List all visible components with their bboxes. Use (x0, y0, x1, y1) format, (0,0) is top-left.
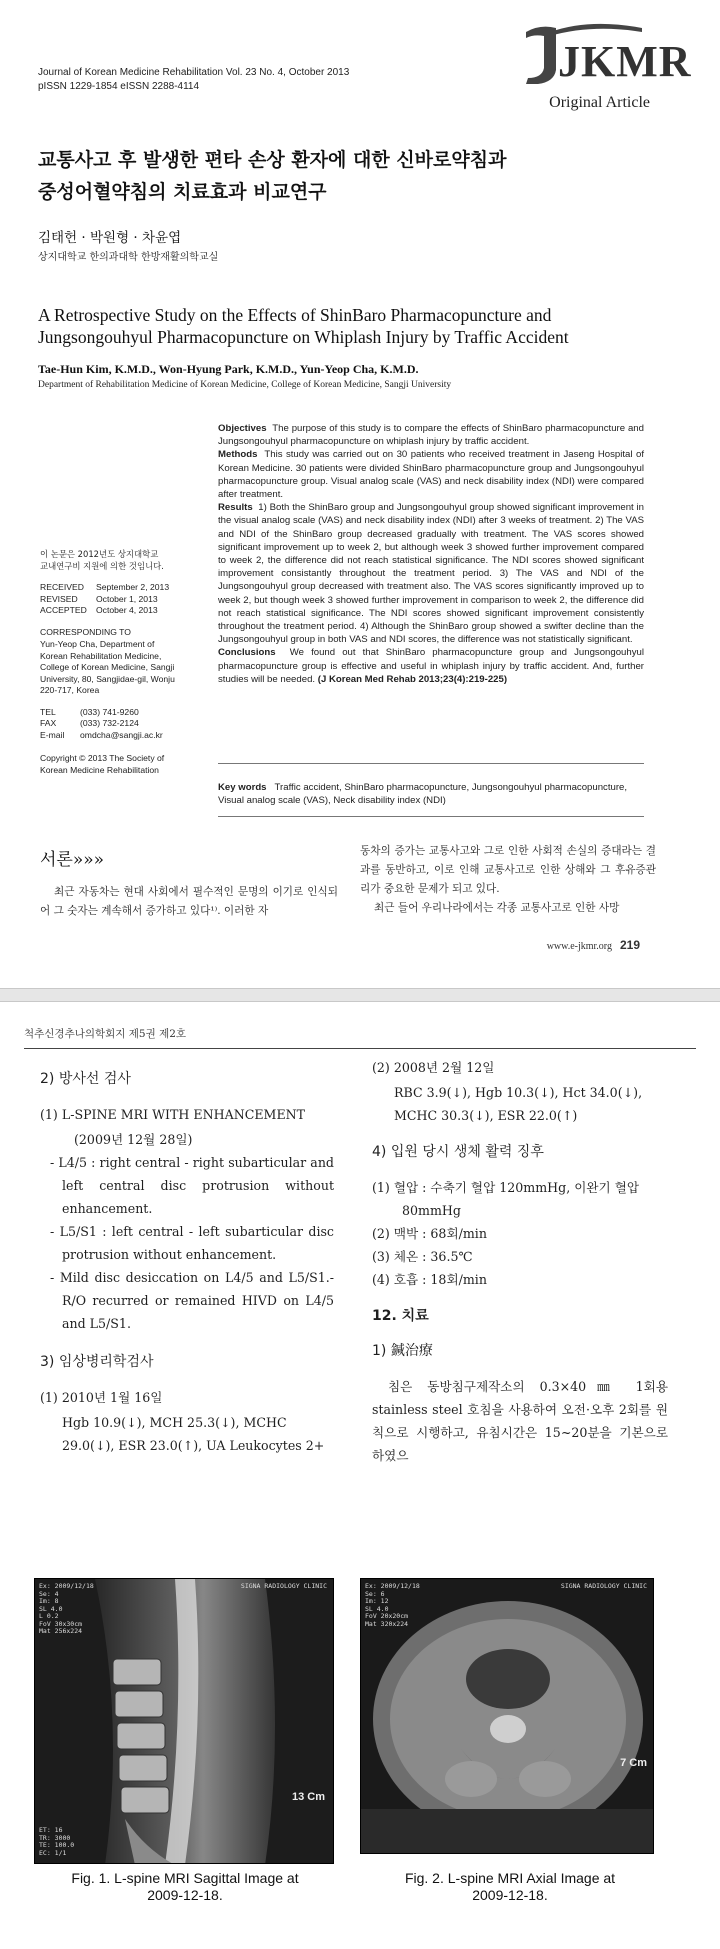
keywords-divider-bottom (218, 816, 644, 817)
mri-finding: - L4/5 : right central - right subarticular and left central disc protrusion without enhancement. (50, 1155, 334, 1216)
email-label: E-mail (40, 729, 65, 740)
lab-date: (2) 2008년 2월 12일 (372, 1060, 495, 1075)
accepted-value: October 4, 2013 (96, 605, 158, 615)
page-separator (0, 988, 720, 1002)
mri-overlay-text: SIGNA RADIOLOGY CLINIC (560, 1582, 647, 1590)
methods-label: Methods (218, 449, 258, 461)
copyright (40, 753, 210, 776)
vitals-heading: 4) 입원 당시 생체 활력 징후 (372, 1144, 544, 1160)
conclusions-text: We found out that ShinBaro pharmacopuncture group and Jungsongouhyul pharmacopuncture group is effective and useful in whiplash injury by traffic accident. And, further studies will be needed. (218, 647, 644, 685)
intro-left-column: 최근 자동차는 현대 사회에서 필수적인 문명의 이기로 인식되어 그 숫자는 계속해서 증가하고 있다¹⁾. 이러한 자 (40, 886, 338, 917)
intro-right-column (360, 842, 656, 918)
title-korean-line-2: 중성어혈약침의 치료효과 비교연구 (38, 181, 327, 203)
caption-line: 2009-12-18. (147, 1887, 223, 1903)
journal-header (38, 66, 349, 94)
keywords-text: Traffic accident, ShinBaro pharmacopuncture, Jungsongouhyul pharmacopuncture, Visual analog scale (VAS), Neck disability index (NDI) (218, 782, 628, 807)
corr-line: College of Korean Medicine, Sangji (40, 662, 175, 672)
mri-finding: - Mild disc desiccation on L4/5 and L5/S1.- R/O recurred or remained HIVD on L4/5 and L5/S1. (50, 1270, 334, 1331)
fax-row (40, 718, 210, 730)
corr-line: 220-717, Korea (40, 685, 100, 695)
mri-axial-image (360, 1578, 654, 1854)
article-dates (40, 582, 210, 617)
mri-sagittal-image (34, 1578, 334, 1864)
page-footer (547, 938, 640, 952)
corr-line: University, 80, Sangjidae-gil, Wonju (40, 673, 175, 684)
objectives-label: Objectives (218, 423, 267, 434)
page-number: 219 (619, 938, 640, 952)
abstract-methods (218, 448, 644, 501)
title-english-line-1: A Retrospective Study on the Effects of ShinBaro Pharmacopuncture and (38, 305, 552, 325)
title-english-line-2: Jungsongouhyul Pharmacopuncture on Whiplash Injury by Traffic Accident (38, 327, 569, 347)
abstract-objectives (218, 422, 644, 448)
journal-citation-line: Journal of Korean Medicine Rehabilitation Vol. 23 No. 4, October 2013 (38, 67, 350, 78)
revised-value: October 1, 2013 (96, 593, 158, 604)
mri-overlay-text: ET: 16 TR: 3000 TE: 100.0 EC: 1/1 (39, 1826, 75, 1857)
intro-paragraph: 최근 들어 우리나라에서는 각종 교통사고로 인한 사망 (374, 902, 620, 914)
objectives-text: The purpose of this study is to compare the effects of ShinBaro pharmacopuncture and Jungsongouhyul pharmacopuncture on whiplash injury by traffic accident. (218, 423, 644, 448)
corresponding-label: CORRESPONDING TO (40, 626, 131, 637)
abstract-results (218, 501, 644, 646)
fax-value: (033) 732-2124 (80, 718, 139, 728)
title-korean (38, 144, 658, 208)
mri-overlay-text: SIGNA RADIOLOGY CLINIC (240, 1582, 327, 1590)
accepted-date (40, 605, 210, 617)
results-text: 1) Both the ShinBaro group and Jungsongouhyul group showed significant improvement in the visual analog scale (VAS) and neck disability index (NDI) after 3 weeks of treatment. 2) The VAS and NDI of the ShinBaro group decreased gradually with treatment. The VAS scores showed significant improvement up to week 2, but although week 3 showed further improvement compared to week 2, the difference did not reach statistical significance. The NDI scores showed significant improvement consistantly throughout the treatment period. 3) The VAS and NDI of the Jungsongouhyul group decreased with treatment also. The VAS scores significantly improved up to week 2, but though week 3 showed further improvement in comparison to week 2, the difference did not reach statistical significance. The NDI scores showed significant improvement consistently throughout the treatment period. 4) Although the ShinBaro group showed a swifter decline than the Jungsongouhyul group in both VAS and NDI scores, the difference was not statistically significant. (218, 502, 644, 646)
intro-paragraph: 동차의 증가는 교통사고와 그로 인한 사회적 손실의 증대라는 결과를 동반하고, 이로 인해 교통사고로 인한 상해와 그 후유증관리가 중요한 문제가 되고 있다. (360, 845, 656, 895)
fax-label: FAX (40, 718, 57, 728)
mri-overlay-text: Ex: 2009/12/18 Se: 4 Im: 8 SL 4.0 L 0.2 FoV 30x30cm Mat 256x224 (39, 1582, 94, 1635)
funding-line-1: 이 논문은 2012년도 상지대학교 (40, 549, 159, 559)
vital-sign: (4) 호흡 : 18회/min (372, 1272, 487, 1287)
figure-2 (360, 1578, 654, 1854)
keywords-label: Key words (218, 782, 267, 793)
results-label: Results (218, 502, 253, 514)
journal-issn-line: pISSN 1229-1854 eISSN 2288-4114 (38, 81, 200, 92)
mri-overlay-text: Ex: 2009/12/18 Se: 6 Im: 12 SL 4.0 FoV 20x20cm Mat 320x224 (365, 1582, 420, 1628)
article-type: Original Article (549, 94, 650, 111)
caption-line: Fig. 1. L-spine MRI Sagittal Image at (71, 1870, 299, 1886)
received-value: September 2, 2013 (96, 582, 170, 592)
caption-line: 2009-12-18. (472, 1887, 548, 1903)
email-row (40, 730, 210, 742)
funding-note (40, 548, 210, 572)
keywords-divider-top (218, 763, 644, 764)
mri-scale-label: 13 Cm (291, 1791, 325, 1803)
revised-label: REVISED (40, 593, 78, 604)
tel-value: (033) 741-9260 (80, 706, 139, 717)
affiliation-english: Department of Rehabilitation Medicine of Korean Medicine, College of Korean Medicine, Sangji University (38, 380, 452, 390)
page-2-running-header: 척추신경추나의학회지 제5권 제2호 (24, 1028, 187, 1040)
journal-url[interactable]: www.e-jkmr.org (546, 941, 612, 952)
lab-values: RBC 3.9(↓), Hgb 10.3(↓), Hct 34.0(↓), MCHC 30.3(↓), ESR 22.0(↑) (394, 1085, 643, 1123)
abstract (218, 422, 644, 686)
tel-label: TEL (40, 706, 56, 717)
email-link[interactable]: omdcha@sangji.ac.kr (80, 729, 163, 740)
corresponding-author (40, 627, 210, 697)
vital-sign: (2) 맥박 : 68회/min (372, 1226, 487, 1241)
received-date (40, 582, 210, 594)
figure-1-caption (40, 1870, 330, 1904)
accepted-label: ACCEPTED (40, 605, 87, 615)
intro-heading: 서론»»» (40, 850, 105, 870)
corr-line: Yun-Yeop Cha, Department of (40, 639, 155, 649)
mri-scale-label: 7 Cm (620, 1757, 647, 1769)
keywords (218, 781, 644, 807)
figure-1 (34, 1578, 334, 1864)
abstract-conclusions (218, 646, 644, 686)
page-2-right-column (372, 1056, 668, 1467)
vital-sign: (3) 체온 : 36.5℃ (372, 1249, 473, 1264)
title-korean-line-1: 교통사고 후 발생한 편타 손상 환자에 대한 신바로약침과 (38, 149, 507, 171)
methods-text: This study was carried out on 30 patients who received treatment in Jaseng Hospital of Korean Medicine. 30 patients were divided ShinBaro pharmacopuncture group and Jungsongouhyul pharmacopuncture group. Visual analog scale (VAS) and neck disability index (NDI) were compared after treatment. (218, 449, 644, 501)
contact-info (40, 707, 210, 742)
copyright-line-2: Korean Medicine Rehabilitation (40, 764, 159, 775)
funding-line-2: 교내연구비 지원에 의한 것임니다. (40, 561, 164, 571)
treatment-heading: 12. 치료 (372, 1308, 429, 1324)
acupuncture-text: 침은 동방침구제작소의 0.3×40㎜ 1회용 stainless steel 호침을 사용하여 오전·오후 2회를 원칙으로 시행하고, 유침시간은 15~20분을 기본으로 하였으 (372, 1379, 668, 1463)
citation: (J Korean Med Rehab 2013;23(4):219-225) (317, 673, 508, 685)
conclusions-label: Conclusions (218, 647, 276, 659)
tel-row (40, 707, 210, 719)
mri-date: (2009년 12월 28일) (74, 1132, 193, 1147)
page-2-header-rule (24, 1048, 696, 1049)
logo-text: JKMR (558, 37, 692, 86)
mri-title: (1) L-SPINE MRI WITH ENHANCEMENT (40, 1107, 306, 1122)
title-english (38, 304, 678, 348)
jkmr-logo (520, 22, 692, 122)
radiology-heading: 2) 방사선 검사 (40, 1071, 131, 1087)
affiliation-korean: 상지대학교 한의과대학 한방재활의학교실 (38, 252, 219, 263)
page-2-left-column (40, 1056, 334, 1457)
figure-2-caption (370, 1870, 650, 1904)
mri-finding: - L5/S1 : left central - left subarticular disc protrusion without enhancement. (50, 1224, 334, 1262)
copyright-line-1: Copyright © 2013 The Society of (40, 753, 165, 763)
lab-heading: 3) 임상병리학검사 (40, 1354, 154, 1370)
acupuncture-heading: 1) 鍼治療 (372, 1343, 433, 1359)
article-info-sidebar (40, 548, 210, 776)
authors-korean: 김태헌 · 박원형 · 차윤엽 (38, 230, 182, 246)
corr-line: Korean Rehabilitation Medicine, (40, 650, 162, 661)
vital-sign: (1) 혈압 : 수축기 혈압 120mmHg, 이완기 혈압 80mmHg (372, 1180, 640, 1218)
revised-date (40, 594, 210, 606)
authors-english: Tae-Hun Kim, K.M.D., Won-Hyung Park, K.M.D., Yun-Yeop Cha, K.M.D. (38, 362, 419, 376)
received-label: RECEIVED (40, 582, 84, 592)
caption-line: Fig. 2. L-spine MRI Axial Image at (404, 1870, 616, 1886)
lab-values: Hgb 10.9(↓), MCH 25.3(↓), MCHC 29.0(↓), ESR 23.0(↑), UA Leukocytes 2+ (62, 1415, 325, 1453)
lab-date: (1) 2010년 1월 16일 (40, 1390, 163, 1405)
